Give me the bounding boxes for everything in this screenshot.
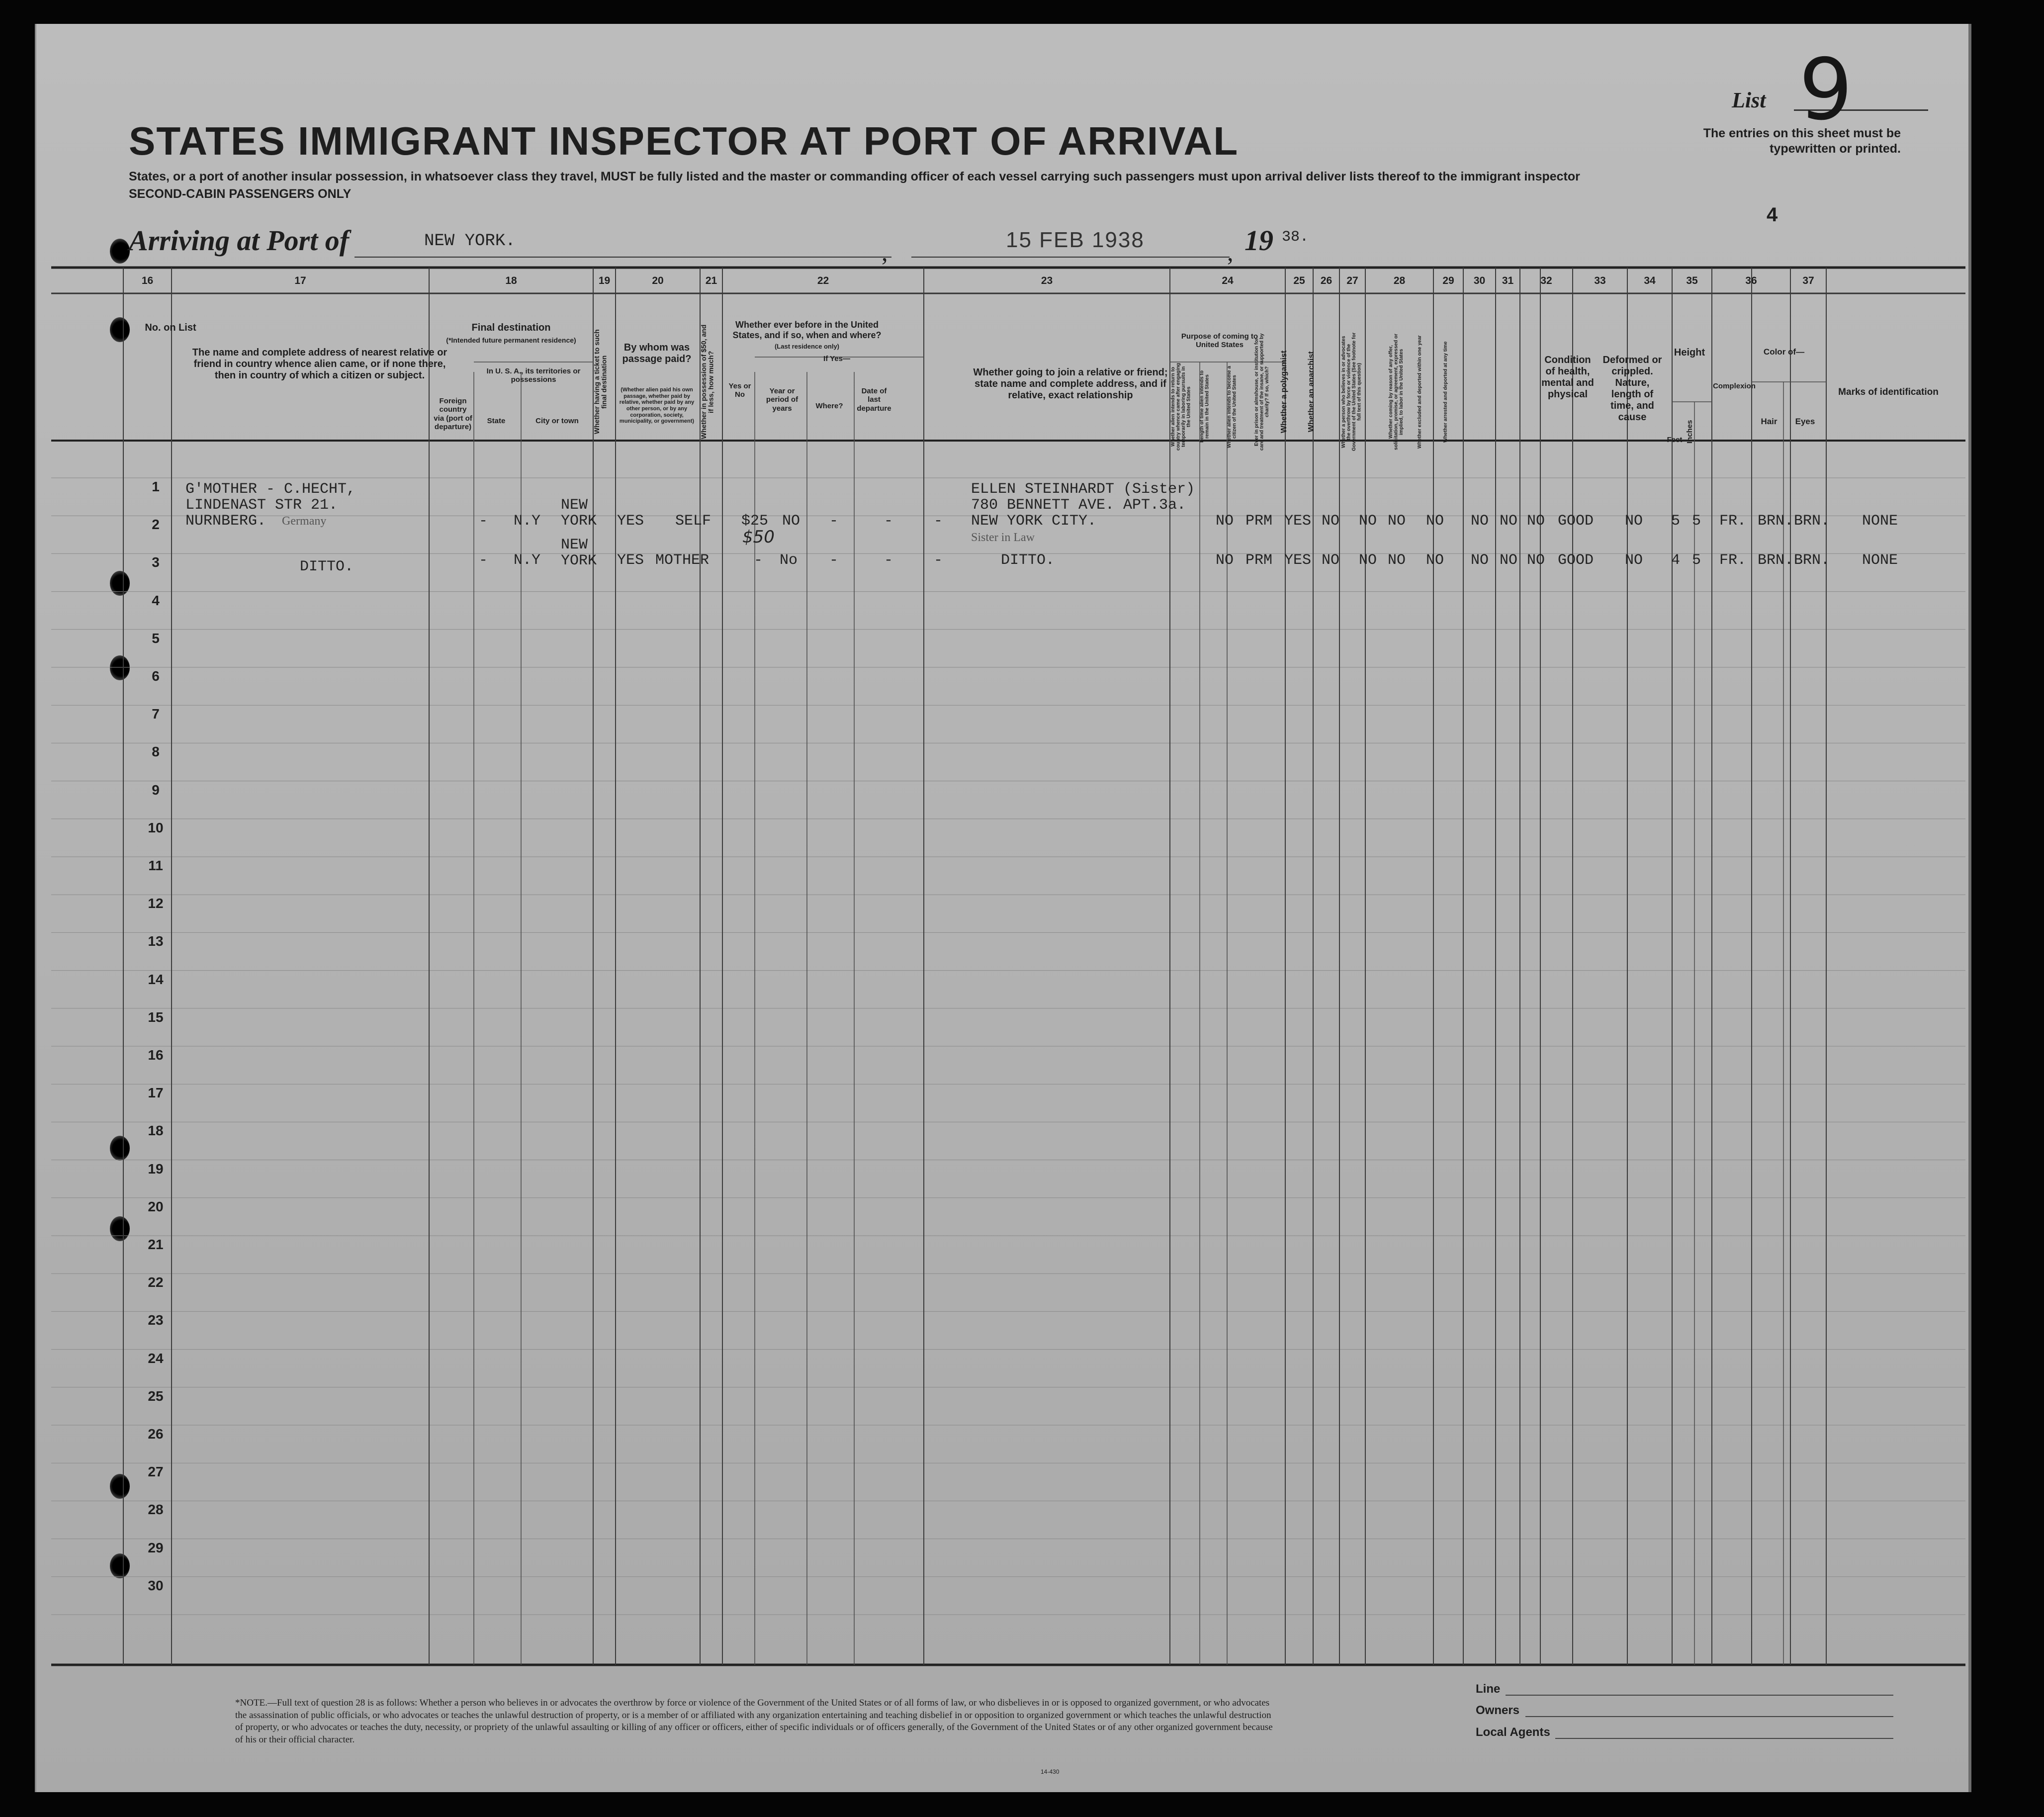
- column-number: 36: [1745, 275, 1757, 286]
- row-1-years: -: [829, 513, 839, 530]
- row-1-money-annotation: $50: [742, 527, 775, 547]
- row-number: 18: [148, 1123, 164, 1139]
- column-number: 29: [1442, 275, 1454, 286]
- row-2-foreign: -: [479, 552, 488, 569]
- line-label: Line: [1476, 1682, 1501, 1696]
- header-in-usa: In U. S. A., its territories or possessions: [486, 367, 581, 384]
- column-number: 30: [1473, 275, 1486, 286]
- row-2-join: DITTO.: [1001, 552, 1055, 569]
- header-foreign-country: Foreign country via (port of departure): [434, 397, 472, 431]
- row-number: 23: [148, 1312, 164, 1328]
- row-1-paid-by: SELF: [675, 513, 711, 530]
- header-date-departure: Date of last departure: [857, 387, 891, 413]
- row-1-departure: -: [934, 513, 943, 530]
- row-1-relative: [185, 481, 355, 529]
- row-number: 11: [148, 858, 163, 873]
- row-1-relative-line: LINDENAST STR 21.: [185, 497, 338, 514]
- row-1-money: $25: [741, 513, 769, 530]
- row-number: 14: [148, 971, 164, 987]
- row-1-arrested: NO: [1527, 513, 1545, 530]
- header-purpose: Purpose of coming to United States: [1181, 332, 1258, 350]
- list-number: 9: [1799, 41, 1853, 139]
- row-1-city: [561, 497, 597, 529]
- row-2-hair: BRN.: [1758, 552, 1794, 569]
- row-number: 7: [152, 706, 160, 722]
- row-number: 15: [148, 1009, 164, 1025]
- row-1-marks: NONE: [1862, 513, 1898, 530]
- row-2-departure: -: [934, 552, 943, 569]
- row-1-state: N.Y: [514, 513, 541, 530]
- row-1-anarchist: NO: [1388, 513, 1406, 530]
- header-prison: Ever in prison or almshouse, or institution for care and treatment of the insane, or supported by charity? If so, which?: [1254, 333, 1270, 451]
- row-number: 4: [152, 592, 160, 608]
- header-yes-or-no: Yes or No: [728, 382, 751, 399]
- row-1-relative-annotation: Germany: [282, 515, 327, 528]
- row-1-excluded: NO: [1500, 513, 1518, 530]
- row-1-offer: NO: [1471, 513, 1489, 530]
- row-1-health: GOOD: [1558, 513, 1594, 530]
- row-1-join-line: ELLEN STEINHARDT (Sister): [971, 481, 1195, 498]
- row-2-city-line: YORK: [561, 552, 597, 569]
- row-1-return: NO: [1216, 513, 1234, 530]
- header-purpose-c: Whether alien intends to become a citizen of the United States: [1227, 365, 1238, 448]
- owners-underline: [1525, 1716, 1893, 1717]
- class-line: SECOND-CABIN PASSENGERS ONLY: [129, 187, 352, 201]
- row-number: 13: [148, 933, 164, 949]
- row-2-relative: DITTO.: [300, 558, 354, 575]
- manifest-sheet: [35, 24, 1971, 1792]
- row-1-ever-before: NO: [782, 513, 800, 530]
- row-2-polygamist: NO: [1359, 552, 1377, 569]
- header-excluded: Whether excluded and deported within one year: [1417, 335, 1422, 449]
- page-title: STATES IMMIGRANT INSPECTOR AT PORT OF ARRIVAL: [129, 119, 1239, 163]
- header-condition: Condition of health, mental and physical: [1541, 355, 1594, 400]
- row-2-ticket: YES: [617, 552, 644, 569]
- header-polygamist: Whether a polygamist: [1280, 350, 1288, 434]
- comma: ,: [882, 238, 888, 266]
- row-2-join-annotation: Sister in Law: [971, 531, 1035, 544]
- row-2-state: N.Y: [514, 552, 541, 569]
- row-2-offer: NO: [1471, 552, 1489, 569]
- column-number: 33: [1594, 275, 1606, 286]
- row-number: 9: [152, 782, 160, 798]
- row-1-ticket: YES: [617, 513, 644, 530]
- column-number: 21: [705, 275, 717, 286]
- row-2-length: PRM: [1245, 552, 1273, 569]
- row-2-years: -: [829, 552, 839, 569]
- header-arrested: Whether arrested and deported at any time: [1443, 341, 1448, 443]
- header-feet: Feet: [1667, 436, 1683, 444]
- row-1-overthrow: NO: [1426, 513, 1444, 530]
- row-1-where: -: [884, 513, 893, 530]
- typewritten-instruction: The entries on this sheet must be typewritten or printed.: [1703, 126, 1901, 156]
- row-2-overthrow: NO: [1426, 552, 1444, 569]
- column-number: 19: [598, 275, 611, 286]
- footnote: *NOTE.—Full text of question 28 is as follows: Whether a person who believes in or advocates the overthrow by force or violence of the Government of the United States or of all forms of law, or who disbelieves in or is opposed to organized government, or who advocates the assassination of public officials, or who advocates or teaches the unlawful destruction of property, or is a member of or affiliated with any organization entertaining and teaching disbelief in or opposition to organized government or which teaches the unlawful destruction of property, or who advocates or teaches the duty, necessity, or propriety of the unlawful assaulting or killing of any officer or officers, either of specific individuals or of officers generally, of the Government of the United States or of any other organized government because of his or their official character.: [235, 1698, 1273, 1745]
- header-passage-note: (Whether alien paid his own passage, whether paid by relative, whether paid by any other person, or by any corporation, society, municipality, or government): [619, 387, 695, 425]
- local-agents-label: Local Agents: [1476, 1726, 1550, 1739]
- header-where: Where?: [815, 402, 843, 410]
- row-number: 26: [148, 1426, 164, 1442]
- row-2-city: [561, 537, 597, 569]
- row-number: 29: [148, 1540, 164, 1555]
- column-number: 16: [141, 275, 154, 286]
- column-number: 26: [1320, 275, 1333, 286]
- header-state: State: [487, 417, 506, 425]
- row-1-foreign: -: [479, 513, 488, 530]
- header-height: Height: [1674, 347, 1705, 358]
- header-relative-address: The name and complete address of nearest relative or friend in country whence alien came, or if none there, then in country of which a citizen or subject.: [192, 347, 447, 381]
- header-deformed: Deformed or crippled. Nature, length of time, and cause: [1602, 355, 1662, 423]
- header-possession-50: Whether in possession of $50, and if less, how much?: [700, 324, 715, 440]
- row-number: 27: [148, 1464, 164, 1480]
- header-join-relative: Whether going to join a relative or friend; state name and complete address, and if relative, exact relationship: [973, 367, 1168, 401]
- header-inches: Inches: [1686, 420, 1694, 444]
- header-purpose-b: Length of time alien intends to remain in the United States: [1199, 370, 1210, 443]
- row-1-relative-line: NURNBERG.: [185, 513, 267, 530]
- column-number: 32: [1540, 275, 1552, 286]
- list-label: List: [1732, 88, 1766, 112]
- header-passage-paid: By whom was passage paid?: [622, 342, 692, 364]
- row-number: 16: [148, 1047, 164, 1063]
- row-2-citizen: YES: [1284, 552, 1312, 569]
- header-purpose-a: Whether alien intends to return to country whence came after engaging temporarily in laboring pursuits in the United States: [1170, 363, 1192, 451]
- column-number: 25: [1293, 275, 1305, 286]
- row-number: 1: [152, 479, 160, 494]
- header-ever-before: Whether ever before in the United States, and if so, when and where?: [732, 320, 882, 340]
- header-no-on-list: No. on List: [145, 322, 196, 333]
- row-1-complexion: FR.: [1719, 513, 1747, 530]
- column-number: 34: [1644, 275, 1656, 286]
- subtitle: States, or a port of another insular possession, in whatsoever class they travel, MUST be fully listed and the master or commanding officer of each vessel carrying such passengers must upon arrival deliver lists thereof to the immigrant inspector: [129, 170, 1580, 183]
- form-number: 14-430: [1041, 1768, 1060, 1775]
- column-number: 31: [1502, 275, 1514, 286]
- page-number: 4: [1767, 204, 1778, 226]
- year-suffix: 38.: [1282, 229, 1309, 246]
- row-number: 12: [148, 896, 164, 911]
- row-1-inches: 5: [1692, 513, 1701, 530]
- row-2-deformed: NO: [1625, 552, 1643, 569]
- arriving-label: Arriving at Port of: [129, 224, 350, 257]
- row-2-prison: NO: [1322, 552, 1340, 569]
- header-eyes: Eyes: [1795, 417, 1815, 426]
- row-number: 24: [148, 1350, 164, 1366]
- row-1-deformed: NO: [1625, 513, 1643, 530]
- row-number: 3: [152, 554, 160, 570]
- row-2-anarchist: NO: [1388, 552, 1406, 569]
- row-1-hair: BRN.: [1758, 513, 1794, 530]
- column-number: 20: [652, 275, 664, 286]
- column-number: 23: [1041, 275, 1053, 286]
- row-number: 25: [148, 1388, 164, 1404]
- header-offer: Whether coming by reason of any offer, solicitation, promise, or agreement, expressed or implied, to labor in the United States: [1388, 334, 1404, 450]
- column-number: 24: [1222, 275, 1234, 286]
- row-1-polygamist: NO: [1359, 513, 1377, 530]
- header-marks: Marks of identification: [1838, 387, 1939, 397]
- row-2-ever-before: No: [780, 552, 798, 569]
- row-2-return: NO: [1216, 552, 1234, 569]
- owners-label: Owners: [1476, 1704, 1520, 1717]
- row-1-relative-line: G'MOTHER - C.HECHT,: [185, 481, 356, 498]
- row-number: 2: [152, 517, 160, 533]
- header-complexion: Complexion: [1713, 382, 1756, 390]
- row-1-feet: 5: [1671, 513, 1681, 530]
- header-ticket: Whether having a ticket to such final destination: [593, 329, 608, 435]
- manifest-grid: [36, 24, 1973, 1792]
- row-number: 8: [152, 744, 160, 760]
- column-number: 37: [1802, 275, 1814, 286]
- row-1-prison: NO: [1322, 513, 1340, 530]
- row-2-money: -: [754, 552, 763, 569]
- row-2-excluded: NO: [1500, 552, 1518, 569]
- column-number: 18: [505, 275, 517, 286]
- column-number: 28: [1393, 275, 1406, 286]
- row-2-feet: 4: [1671, 552, 1681, 569]
- column-number: 17: [294, 275, 306, 286]
- row-1-city-line: NEW: [561, 497, 588, 514]
- row-2-paid-by: MOTHER: [655, 552, 710, 569]
- row-2-eyes: BRN.: [1794, 552, 1830, 569]
- row-1-join-line: NEW YORK CITY.: [971, 513, 1097, 530]
- header-ever-before-note: (Last residence only): [774, 343, 840, 350]
- header-final-destination-note: (*Intended future permanent residence): [446, 336, 576, 344]
- row-2-inches: 5: [1692, 552, 1701, 569]
- row-number: 10: [148, 819, 164, 835]
- row-1-join-line: 780 BENNETT AVE. APT.3a.: [971, 497, 1186, 514]
- column-number: 27: [1346, 275, 1358, 286]
- row-number: 6: [152, 668, 160, 684]
- row-2-marks: NONE: [1862, 552, 1898, 569]
- header-year-period: Year or period of years: [766, 387, 799, 413]
- header-final-destination: Final destination: [471, 322, 551, 333]
- comma: ,: [1227, 238, 1234, 266]
- row-2-complexion: FR.: [1719, 552, 1747, 569]
- row-number: 20: [148, 1198, 164, 1214]
- row-number: 30: [148, 1577, 164, 1593]
- row-number: 17: [148, 1085, 164, 1101]
- row-number: 5: [152, 630, 160, 646]
- column-number: 35: [1686, 275, 1698, 286]
- row-2-arrested: NO: [1527, 552, 1545, 569]
- row-1-length: PRM: [1245, 513, 1273, 530]
- row-number: 19: [148, 1161, 164, 1177]
- row-number: 22: [148, 1274, 164, 1290]
- row-2-where: -: [884, 552, 893, 569]
- date-stamp: 15 FEB 1938: [1006, 228, 1145, 252]
- row-number: 28: [148, 1502, 164, 1518]
- row-number: 21: [148, 1237, 164, 1252]
- row-2-city-line: NEW: [561, 537, 588, 553]
- row-2-health: GOOD: [1558, 552, 1594, 569]
- header-if-yes: If Yes—: [823, 355, 850, 363]
- year-prefix: 19: [1244, 224, 1273, 257]
- row-1-join: [971, 481, 1195, 529]
- header-hair: Hair: [1761, 417, 1777, 426]
- local-agents-underline: [1555, 1738, 1893, 1739]
- header-city: City or town: [535, 417, 579, 425]
- line-underline: [1506, 1695, 1893, 1696]
- header-anarchist: Whether an anarchist: [1307, 351, 1316, 433]
- column-number: 22: [817, 275, 829, 286]
- row-1-city-line: YORK: [561, 513, 597, 530]
- row-1-eyes: BRN.: [1794, 513, 1830, 530]
- header-overthrow: Whether a person who believes in or advocates the overthrow by force or violence of the Government of the United States (See footnote for full text of this question): [1341, 332, 1362, 452]
- row-1-citizen: YES: [1284, 513, 1312, 530]
- header-color-of: Color of—: [1763, 347, 1805, 357]
- port-name: NEW YORK.: [424, 232, 516, 251]
